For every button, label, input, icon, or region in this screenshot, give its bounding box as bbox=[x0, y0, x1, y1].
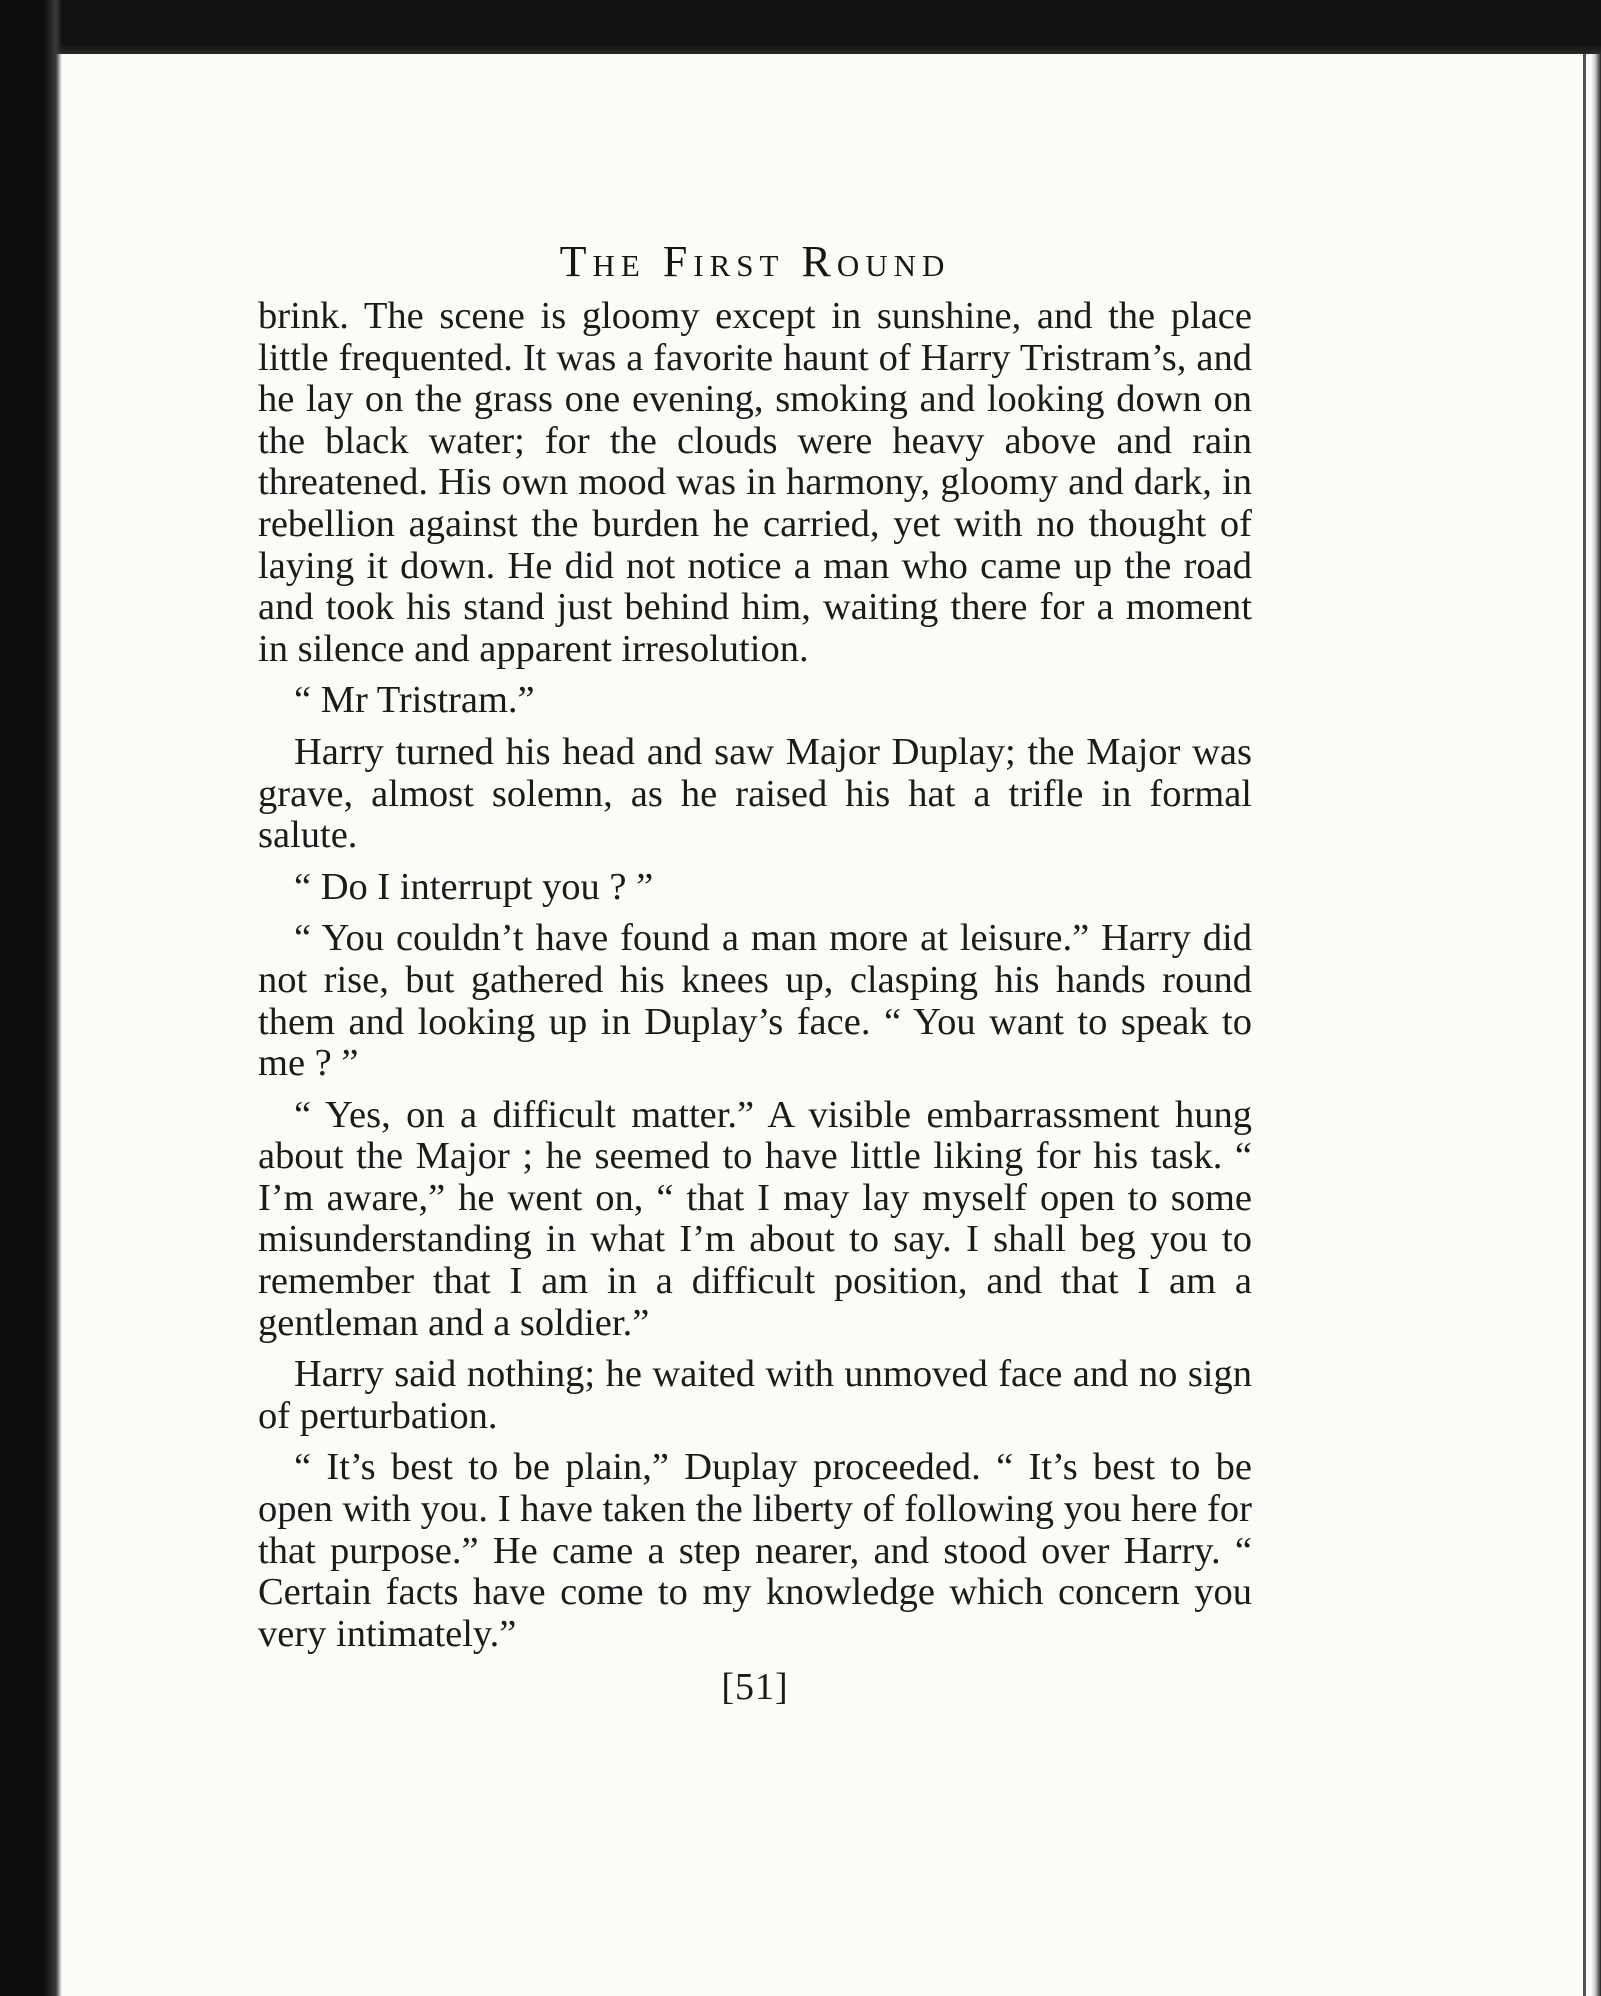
body-text bbox=[258, 296, 1252, 1655]
paragraph: “ Mr Tristram.” bbox=[294, 679, 535, 722]
paragraph: brink. The scene is gloomy except in sunshine, and the place little frequented. It was a favorite haunt of Harry Tristram’s, and he lay on the grass one evening, smoking and looking down on the black water; for the clouds were heavy above and rain threatened. His own mood was in harmony, gloomy and dark, in rebellion against the burden he carried, yet with no thought of laying it down. He did not notice a man who came up the road and took his stand just behind him, waiting there for a moment in silence and apparent irresolution. bbox=[258, 295, 1252, 670]
running-head: The First Round bbox=[559, 237, 951, 286]
scan-border-right bbox=[1591, 54, 1601, 1996]
page-fold-line bbox=[1583, 54, 1586, 1996]
paragraph: “ Yes, on a difficult matter.” A visible embarrassment hung about the Major ; he seemed to have little liking for his task. “ I’m aware,” he went on, “ that I may lay myself open to some misunderstanding in what I’m about to say. I shall beg you to remember that I am in a difficult position, and that I am a gentleman and a soldier.” bbox=[258, 1093, 1252, 1344]
paragraph: “ Do I interrupt you ? ” bbox=[294, 865, 654, 908]
book-page bbox=[258, 237, 1252, 1709]
paragraph: Harry turned his head and saw Major Duplay; the Major was grave, almost solemn, as he raised his hat a trifle in formal salute. bbox=[258, 730, 1252, 857]
page-number: [51] bbox=[721, 1666, 789, 1709]
paragraph: Harry said nothing; he waited with unmoved face and no sign of perturbation. bbox=[258, 1353, 1252, 1437]
scan-border-left bbox=[0, 0, 62, 1996]
scan-border-top bbox=[0, 0, 1601, 54]
paragraph: “ You couldn’t have found a man more at leisure.” Harry did not rise, but gathered his knees up, clasping his hands round them and looking up in Duplay’s face. “ You want to speak to me ? ” bbox=[258, 917, 1252, 1085]
paragraph: “ It’s best to be plain,” Duplay proceeded. “ It’s best to be open with you. I have taken the liberty of following you here for that purpose.” He came a step nearer, and stood over Harry. “ Certain facts have come to my knowledge which concern you very intimately.” bbox=[258, 1446, 1252, 1655]
